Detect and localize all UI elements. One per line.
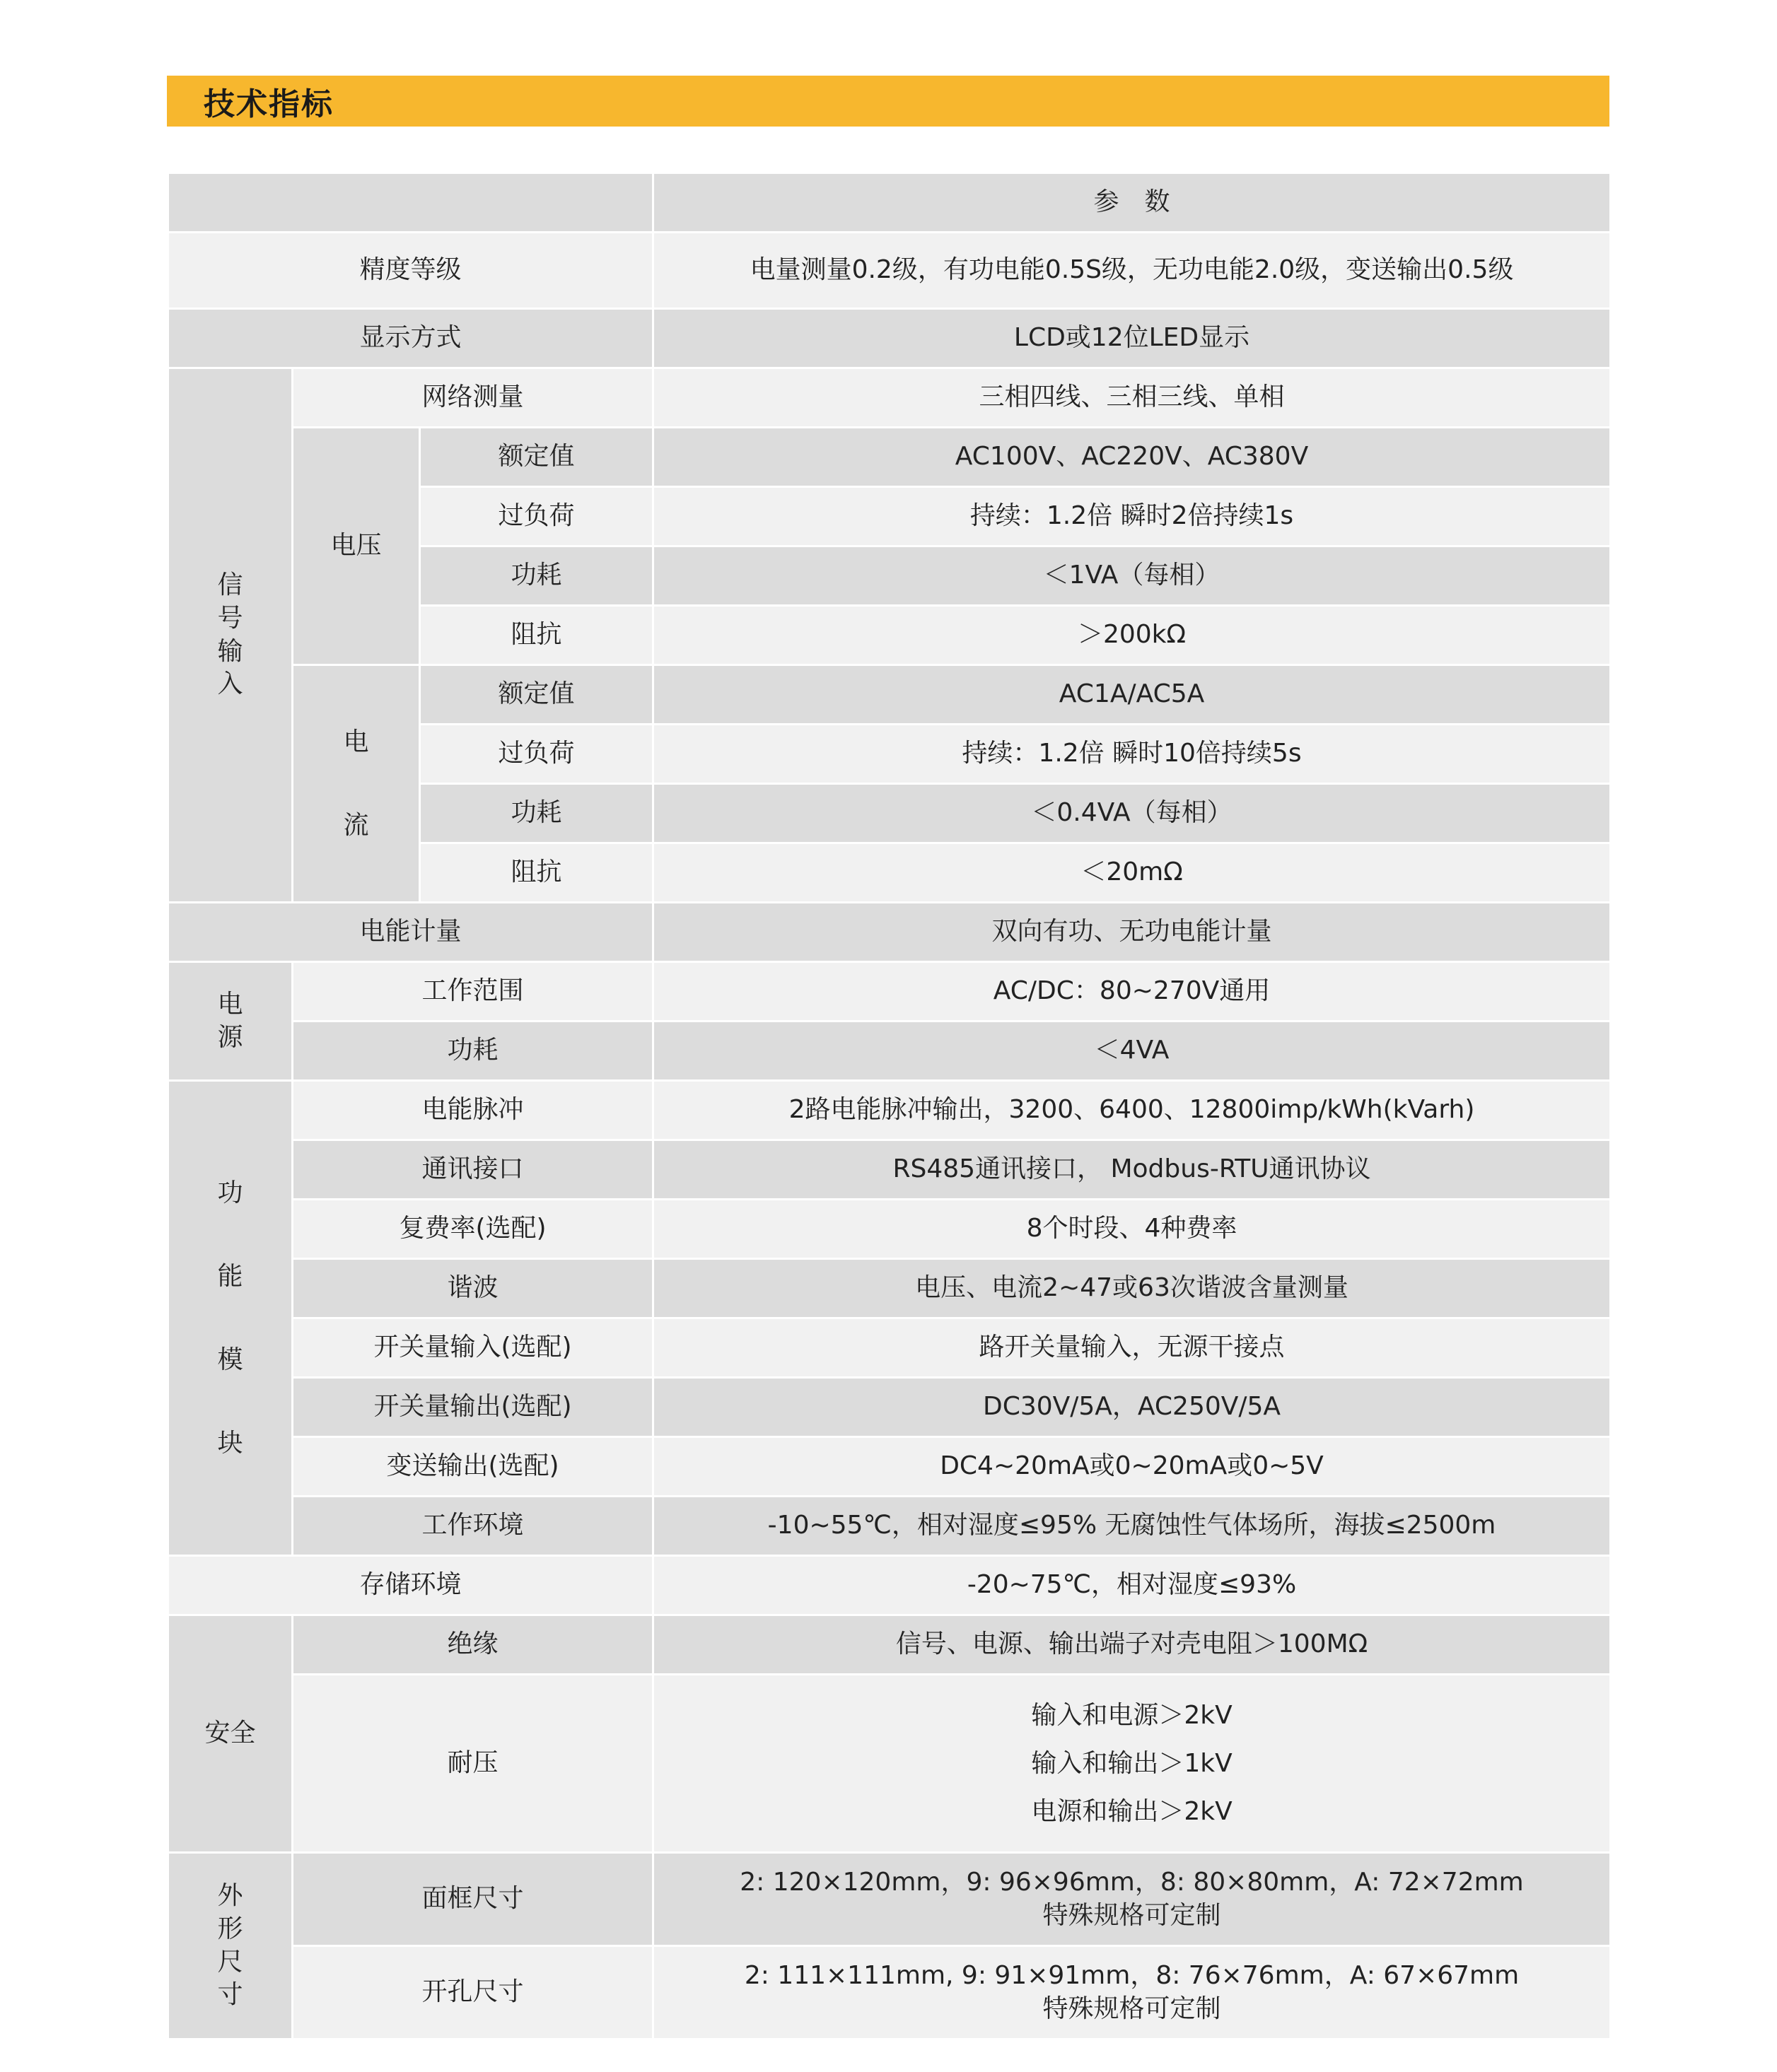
row-display <box>168 309 1611 368</box>
row-cutout-size <box>168 1946 1611 2039</box>
row-insulation <box>168 1615 1611 1675</box>
row-voltage-rated <box>168 428 1611 487</box>
network-value: 三相四线、三相三线、单相 <box>653 368 1611 428</box>
display-label: 显示方式 <box>168 309 653 368</box>
voltage-power-label: 功耗 <box>420 546 653 606</box>
current-power-label: 功耗 <box>420 784 653 843</box>
energy-value: 双向有功、无功电能计量 <box>653 903 1611 962</box>
do-label: 开关量输出(选配) <box>293 1378 653 1437</box>
harmonic-value: 电压、电流2~47或63次谐波含量测量 <box>653 1259 1611 1318</box>
comm-value: RS485通讯接口， Modbus-RTU通讯协议 <box>653 1140 1611 1200</box>
header-row <box>168 173 1611 233</box>
withstand-label: 耐压 <box>293 1675 653 1853</box>
comm-label: 通讯接口 <box>293 1140 653 1200</box>
display-value: LCD或12位LED显示 <box>653 309 1611 368</box>
di-value: 路开关量输入，无源干接点 <box>653 1318 1611 1378</box>
current-overload-value: 持续：1.2倍 瞬时10倍持续5s <box>653 725 1611 784</box>
row-power-consumption <box>168 1022 1611 1081</box>
power-consumption-label: 功耗 <box>293 1022 653 1081</box>
row-tariff <box>168 1200 1611 1259</box>
current-impedance-value: ＜20mΩ <box>653 843 1611 903</box>
row-comm <box>168 1140 1611 1200</box>
section-title-bar <box>167 76 1609 127</box>
environment-label: 工作环境 <box>293 1497 653 1556</box>
frame-size-label: 面框尺寸 <box>293 1853 653 1946</box>
voltage-impedance-label: 阻抗 <box>420 606 653 665</box>
row-pulse <box>168 1081 1611 1140</box>
insulation-label: 绝缘 <box>293 1615 653 1675</box>
row-environment <box>168 1497 1611 1556</box>
spec-table <box>167 172 1612 2040</box>
accuracy-label: 精度等级 <box>168 233 653 309</box>
accuracy-value: 电量测量0.2级，有功电能0.5S级，无功电能2.0级，变送输出0.5级 <box>653 233 1611 309</box>
voltage-impedance-value: ＞200kΩ <box>653 606 1611 665</box>
safety-group-label: 安全 <box>168 1615 293 1853</box>
harmonic-label: 谐波 <box>293 1259 653 1318</box>
transmit-label: 变送输出(选配) <box>293 1437 653 1497</box>
function-module-group-label: 功 能 模 块 <box>168 1081 293 1556</box>
power-range-label: 工作范围 <box>293 962 653 1022</box>
row-di <box>168 1318 1611 1378</box>
network-label: 网络测量 <box>293 368 653 428</box>
row-network <box>168 368 1611 428</box>
pulse-label: 电能脉冲 <box>293 1081 653 1140</box>
section-title: 技术指标 <box>204 86 334 122</box>
storage-label: 存储环境 <box>168 1556 653 1615</box>
dimensions-group-label: 外 形 尺 寸 <box>168 1853 293 2039</box>
current-impedance-label: 阻抗 <box>420 843 653 903</box>
pulse-value: 2路电能脉冲输出，3200、6400、12800imp/kWh(kVarh) <box>653 1081 1611 1140</box>
row-frame-size <box>168 1853 1611 1946</box>
row-accuracy <box>168 233 1611 309</box>
voltage-rated-value: AC100V、AC220V、AC380V <box>653 428 1611 487</box>
insulation-value: 信号、电源、输出端子对壳电阻＞100MΩ <box>653 1615 1611 1675</box>
cutout-size-label: 开孔尺寸 <box>293 1946 653 2039</box>
power-range-value: AC/DC：80~270V通用 <box>653 962 1611 1022</box>
row-current-rated <box>168 665 1611 725</box>
header-blank-cell <box>168 173 653 233</box>
tariff-value: 8个时段、4种费率 <box>653 1200 1611 1259</box>
di-label: 开关量输入(选配) <box>293 1318 653 1378</box>
power-supply-group-label: 电 源 <box>168 962 293 1081</box>
environment-value: -10~55℃，相对湿度≤95% 无腐蚀性气体场所，海拔≤2500m <box>653 1497 1611 1556</box>
current-power-value: ＜0.4VA（每相） <box>653 784 1611 843</box>
header-param: 参 数 <box>653 173 1611 233</box>
row-power-range <box>168 962 1611 1022</box>
row-storage <box>168 1556 1611 1615</box>
voltage-overload-value: 持续：1.2倍 瞬时2倍持续1s <box>653 487 1611 546</box>
storage-value: -20~75℃，相对湿度≤93% <box>653 1556 1611 1615</box>
row-energy <box>168 903 1611 962</box>
row-transmit <box>168 1437 1611 1497</box>
frame-size-value: 2: 120×120mm，9: 96×96mm，8: 80×80mm，A: 72×72mm 特殊规格可定制 <box>653 1853 1611 1946</box>
transmit-value: DC4~20mA或0~20mA或0~5V <box>653 1437 1611 1497</box>
voltage-power-value: ＜1VA（每相） <box>653 546 1611 606</box>
do-value: DC30V/5A，AC250V/5A <box>653 1378 1611 1437</box>
power-consumption-value: ＜4VA <box>653 1022 1611 1081</box>
row-harmonic <box>168 1259 1611 1318</box>
row-do <box>168 1378 1611 1437</box>
voltage-label: 电压 <box>293 428 420 665</box>
tariff-label: 复费率(选配) <box>293 1200 653 1259</box>
voltage-rated-label: 额定值 <box>420 428 653 487</box>
current-rated-value: AC1A/AC5A <box>653 665 1611 725</box>
current-label: 电 流 <box>293 665 420 903</box>
current-rated-label: 额定值 <box>420 665 653 725</box>
row-withstand <box>168 1675 1611 1853</box>
energy-label: 电能计量 <box>168 903 653 962</box>
signal-input-group-label: 信 号 输 入 <box>168 368 293 903</box>
withstand-value: 输入和电源＞2kV 输入和输出＞1kV 电源和输出＞2kV <box>653 1675 1611 1853</box>
cutout-size-value: 2: 111×111mm, 9: 91×91mm，8: 76×76mm，A: 67×67mm 特殊规格可定制 <box>653 1946 1611 2039</box>
voltage-overload-label: 过负荷 <box>420 487 653 546</box>
current-overload-label: 过负荷 <box>420 725 653 784</box>
